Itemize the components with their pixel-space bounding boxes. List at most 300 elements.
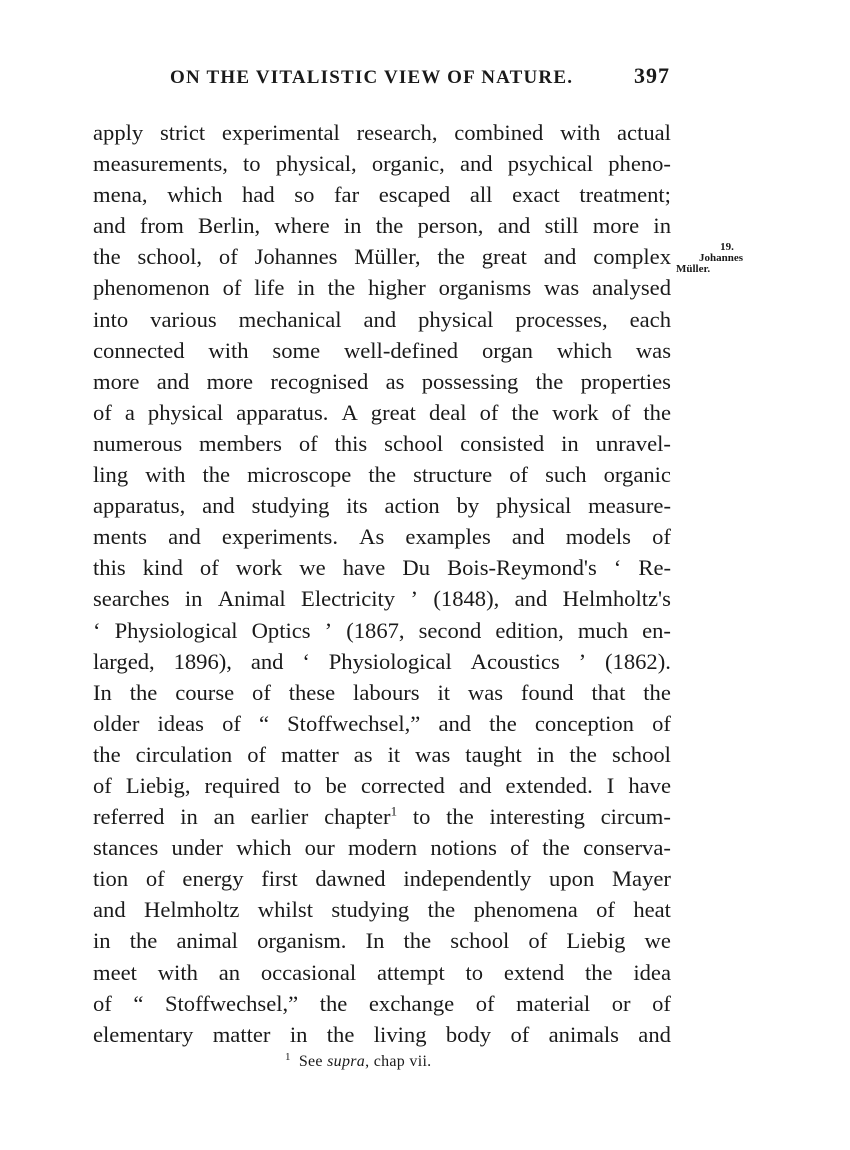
word: into: [93, 306, 129, 332]
word: organisms: [438, 275, 532, 301]
word: the: [368, 462, 397, 488]
word: Animal: [217, 586, 286, 612]
word: ‘: [93, 617, 101, 643]
word: pheno-: [608, 151, 671, 177]
word: of: [222, 275, 242, 301]
word: all: [469, 182, 493, 208]
text-line: [93, 863, 671, 894]
text-line: [93, 117, 671, 148]
word: and: [93, 213, 126, 239]
word: meet: [93, 959, 137, 985]
word: in: [297, 275, 315, 301]
word: and: [363, 306, 397, 332]
word: animal: [176, 928, 238, 954]
word: Helmholtz: [144, 897, 240, 923]
word: I: [606, 772, 615, 798]
word: in: [180, 804, 198, 830]
word: tion: [93, 866, 129, 892]
word: organism.: [257, 928, 347, 954]
word: the: [511, 399, 540, 425]
word: of: [145, 866, 165, 892]
text-line: [93, 583, 671, 614]
word: the: [327, 275, 356, 301]
word: of: [652, 710, 671, 736]
body-text: [93, 117, 671, 1050]
word: and: [458, 772, 492, 798]
word: great: [481, 244, 527, 270]
word: older: [93, 710, 140, 736]
word: by: [456, 493, 480, 519]
word: to: [243, 151, 261, 177]
word: more: [93, 368, 140, 394]
word: from: [139, 213, 184, 239]
text-line: [93, 241, 671, 272]
word: to: [412, 804, 431, 830]
word: Liebig: [566, 928, 626, 954]
word: of: [510, 835, 529, 861]
word: was: [415, 741, 451, 767]
text-line: [93, 210, 671, 241]
word: stances: [93, 835, 159, 861]
word: and: [202, 493, 235, 519]
word: circum-: [600, 804, 671, 830]
word: second: [418, 617, 482, 643]
word: 1896),: [173, 648, 232, 674]
word: which: [167, 182, 223, 208]
word: Johannes: [254, 244, 338, 270]
word: the: [542, 835, 570, 861]
word: work: [235, 555, 283, 581]
word: labours: [353, 679, 420, 705]
word: dawned: [315, 866, 386, 892]
word: with: [157, 959, 198, 985]
word: of: [247, 741, 267, 767]
word: structure: [413, 462, 493, 488]
word: studying: [331, 897, 410, 923]
text-line: [93, 335, 671, 366]
word: which: [236, 835, 292, 861]
word: “: [133, 990, 144, 1016]
word: idea: [633, 959, 671, 985]
text-line: [93, 179, 671, 210]
word: deal: [428, 399, 467, 425]
word: the: [569, 741, 597, 767]
word: measure-: [588, 493, 671, 519]
word: heat: [633, 897, 671, 923]
word: (1867,: [346, 617, 405, 643]
word: and: [514, 586, 548, 612]
word: its: [346, 493, 368, 519]
word: school: [384, 430, 444, 456]
word: Stoffwechsel,”: [287, 710, 421, 736]
text-line: [93, 1019, 671, 1050]
word: and: [497, 213, 531, 239]
word: great: [370, 399, 416, 425]
text-line: [93, 925, 671, 956]
word: be: [325, 772, 347, 798]
word: far: [334, 182, 360, 208]
word: ‘: [613, 555, 622, 581]
word: the: [129, 679, 158, 705]
word: such: [545, 462, 587, 488]
word: school,: [137, 244, 203, 270]
word: analysed: [591, 275, 671, 301]
text-line: [93, 304, 671, 335]
word: in: [93, 928, 111, 954]
word: unravel-: [595, 430, 671, 456]
word: was: [543, 275, 580, 301]
word: ’: [324, 617, 333, 643]
word: work: [552, 399, 599, 425]
word: combined: [454, 120, 544, 145]
word: independently: [403, 866, 532, 892]
word: and: [638, 1021, 671, 1047]
word: connected: [93, 337, 185, 363]
word: to: [293, 772, 312, 798]
word: conserva-: [583, 835, 671, 861]
word: an: [218, 959, 241, 985]
word: person,: [417, 213, 484, 239]
word: living: [373, 1021, 427, 1047]
word: to: [465, 959, 484, 985]
word: was: [467, 679, 504, 705]
word: actual: [617, 120, 671, 145]
word: attempt: [376, 959, 445, 985]
word: a: [124, 399, 135, 425]
marginal-note-line: Johannes: [698, 252, 744, 264]
word: the: [584, 959, 613, 985]
word: so: [294, 182, 315, 208]
word: kind: [142, 555, 183, 581]
word: ideas: [157, 710, 204, 736]
word: with: [208, 337, 249, 363]
word: organic,: [371, 151, 445, 177]
word: ‘: [302, 648, 310, 674]
word: matter: [212, 1021, 271, 1047]
text-line: [93, 894, 671, 925]
word: apparatus.: [236, 399, 329, 425]
word: in: [184, 586, 203, 612]
word: whilst: [257, 897, 313, 923]
word: energy: [182, 866, 244, 892]
word: and: [438, 710, 472, 736]
word: complex: [593, 244, 671, 270]
footnote-mark: 1: [285, 1050, 291, 1063]
word: physical,: [275, 151, 357, 177]
word: under: [171, 835, 223, 861]
word: and: [250, 648, 284, 674]
word: modern: [348, 835, 418, 861]
word: models: [565, 524, 631, 550]
word: animals: [548, 1021, 619, 1047]
word: with: [145, 462, 186, 488]
marginal-note-number: 19.: [720, 241, 734, 253]
word: or: [611, 990, 631, 1016]
word: ’: [578, 648, 587, 674]
word: of: [596, 897, 615, 923]
footnote-text: See: [298, 1053, 323, 1070]
word: organic: [603, 462, 671, 488]
word: of: [509, 462, 529, 488]
word: the: [403, 928, 432, 954]
word: referred: [93, 804, 165, 830]
word: searches: [93, 586, 170, 612]
word: of: [222, 710, 241, 736]
word: “: [258, 710, 270, 736]
word: of: [298, 430, 318, 456]
word: Optics: [251, 617, 311, 643]
word: apparatus,: [93, 493, 186, 519]
word: taught: [465, 741, 522, 767]
word: earlier: [250, 804, 309, 830]
word: the: [375, 213, 404, 239]
word: the: [93, 741, 121, 767]
word: psychical: [507, 151, 594, 177]
text-line: [93, 770, 671, 801]
word: in: [289, 1021, 308, 1047]
word: processes,: [515, 306, 608, 332]
word: the: [93, 244, 121, 270]
word: ’: [410, 586, 419, 612]
word: the: [446, 804, 474, 830]
word: found: [520, 679, 574, 705]
word: of: [510, 1021, 530, 1047]
word: consisted: [460, 430, 545, 456]
word: escaped: [378, 182, 451, 208]
word: have: [342, 555, 386, 581]
word: research,: [356, 120, 438, 145]
text-line: [93, 677, 671, 708]
word: numerous: [93, 430, 183, 456]
word: ling: [93, 462, 129, 488]
word: Physiological: [114, 617, 238, 643]
word: this: [334, 430, 368, 456]
word: corrected: [360, 772, 445, 798]
word: conception: [534, 710, 634, 736]
word: of: [93, 990, 112, 1016]
word: (1862).: [605, 648, 671, 674]
word: mena,: [93, 182, 148, 208]
word: we: [299, 555, 326, 581]
marginal-note: [676, 242, 766, 275]
word: extend: [503, 959, 565, 985]
running-head: [170, 63, 670, 93]
word: notions: [430, 835, 497, 861]
word: edition,: [495, 617, 564, 643]
word: A: [341, 399, 358, 425]
word: of: [611, 399, 631, 425]
word: the: [202, 462, 231, 488]
word: upon: [549, 866, 595, 892]
word: the: [643, 679, 671, 705]
word: properties: [580, 368, 671, 394]
word: of: [528, 928, 548, 954]
word: examples: [405, 524, 491, 550]
word: strict: [159, 120, 206, 145]
word: Du: [402, 555, 431, 581]
marginal-note-line: Müller.: [676, 263, 711, 275]
word: Helmholtz's: [562, 586, 671, 612]
word: required: [204, 772, 280, 798]
word: these: [288, 679, 336, 705]
word: the: [326, 1021, 355, 1047]
word: each: [629, 306, 671, 332]
word: the: [489, 710, 517, 736]
word: as: [353, 741, 373, 767]
word: organ: [481, 337, 533, 363]
text-line: [93, 272, 671, 303]
word: phenomenon: [93, 275, 210, 301]
text-line: [93, 521, 671, 552]
word: Mayer: [611, 866, 671, 892]
word: circulation: [135, 741, 233, 767]
word: measurements,: [93, 151, 228, 177]
word: Electricity: [301, 586, 396, 612]
page-number: 397: [634, 63, 670, 88]
text-line: [93, 708, 671, 739]
word: the: [437, 244, 465, 270]
word: apply: [93, 120, 144, 145]
word: material: [516, 990, 591, 1016]
word: which: [556, 337, 613, 363]
word: of: [93, 399, 112, 425]
word: chapter$^1$: [324, 803, 398, 830]
word: experiments.: [221, 524, 338, 550]
word: more: [206, 368, 254, 394]
word: first: [261, 866, 298, 892]
word: of: [652, 990, 671, 1016]
word: In: [365, 928, 385, 954]
word: more: [592, 213, 640, 239]
word: our: [304, 835, 335, 861]
word: of: [475, 990, 495, 1016]
word: possessing: [421, 368, 519, 394]
word: physical: [147, 399, 224, 425]
word: larged,: [93, 648, 155, 674]
word: extended.: [505, 772, 593, 798]
word: recognised: [270, 368, 369, 394]
word: the: [129, 928, 158, 954]
word: that: [591, 679, 626, 705]
word: interesting: [489, 804, 585, 830]
word: life: [254, 275, 285, 301]
word: of: [199, 555, 219, 581]
word: school: [611, 741, 671, 767]
text-line: [93, 552, 671, 583]
word: and: [168, 524, 201, 550]
word: occasional: [260, 959, 357, 985]
footnote-reference[interactable]: 1: [390, 803, 398, 819]
text-line: [93, 957, 671, 988]
word: the: [319, 990, 348, 1016]
word: of: [93, 772, 112, 798]
word: Physiological: [328, 648, 452, 674]
word: of: [252, 679, 271, 705]
text-line-with-footnote-ref: [93, 801, 671, 832]
word: Re-: [638, 555, 671, 581]
word: physical: [418, 306, 494, 332]
text-line: [93, 459, 671, 490]
text-line: [93, 428, 671, 459]
word: much: [577, 617, 629, 643]
word: Berlin,: [198, 213, 261, 239]
word: mechanical: [238, 306, 342, 332]
word: and: [93, 897, 126, 923]
word: and: [511, 524, 545, 550]
word: treatment;: [579, 182, 671, 208]
word: higher: [368, 275, 426, 301]
word: the: [427, 897, 456, 923]
word: of: [218, 244, 238, 270]
word: studying: [251, 493, 330, 519]
word: some: [272, 337, 321, 363]
word: Bois-Reymond's: [447, 555, 597, 581]
word: school: [450, 928, 510, 954]
word: members: [199, 430, 282, 456]
word: Acoustics: [470, 648, 560, 674]
word: various: [150, 306, 217, 332]
word: an: [213, 804, 235, 830]
word: we: [644, 928, 671, 954]
word: In: [93, 679, 112, 705]
word: body: [445, 1021, 492, 1047]
text-line: [93, 739, 671, 770]
word: Stoffwechsel,”: [164, 990, 299, 1016]
word: with: [560, 120, 601, 145]
word: physical: [496, 493, 572, 519]
word: and: [459, 151, 493, 177]
word: had: [242, 182, 275, 208]
word: action: [384, 493, 440, 519]
word: matter: [281, 741, 339, 767]
text-line: [93, 988, 671, 1019]
word: and: [543, 244, 577, 270]
word: Liebig,: [125, 772, 191, 798]
word: exact: [512, 182, 560, 208]
word: en-: [642, 617, 671, 643]
word: have: [628, 772, 671, 798]
word: was: [635, 337, 671, 363]
footnote-text: , chap vii.: [365, 1053, 432, 1070]
footnote: [285, 1050, 432, 1071]
word: Müller,: [354, 244, 421, 270]
word: in: [343, 213, 362, 239]
word: elementary: [93, 1021, 194, 1047]
word: this: [93, 555, 126, 581]
word: of: [479, 399, 499, 425]
word: well-defined: [343, 337, 459, 363]
word: exchange: [368, 990, 455, 1016]
text-line: [93, 490, 671, 521]
word: where: [274, 213, 330, 239]
word: ments: [93, 524, 147, 550]
word: the: [643, 399, 671, 425]
word: in: [561, 430, 579, 456]
word: the: [535, 368, 564, 394]
text-line: [93, 148, 671, 179]
text-line: [93, 615, 671, 646]
word: phenomena: [473, 897, 578, 923]
word: in: [653, 213, 671, 239]
footnote-italic: supra: [327, 1053, 366, 1070]
word: as: [385, 368, 405, 394]
word: of: [652, 524, 671, 550]
text-line: [93, 397, 671, 428]
chapter-title: ON THE VITALISTIC VIEW OF NATURE.: [170, 67, 574, 88]
word: microscope: [247, 462, 352, 488]
text-line: [93, 832, 671, 863]
word: in: [536, 741, 555, 767]
